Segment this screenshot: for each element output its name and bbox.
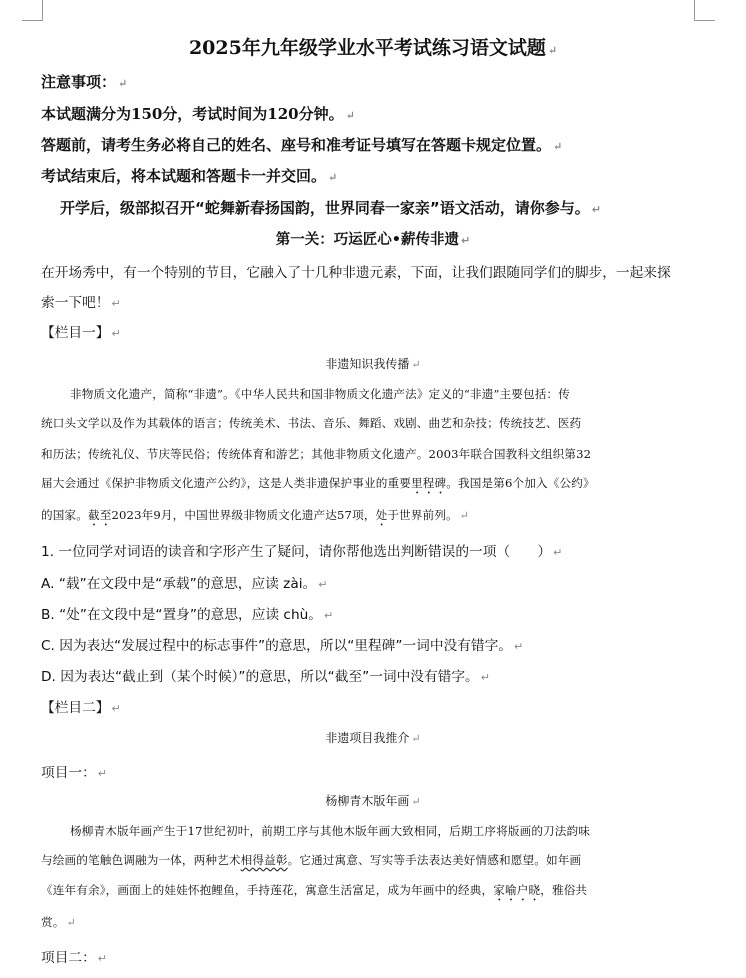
passage-1-line-3: 和历法；传统礼仪、节庆等民俗；传统体育和游艺；其他非物质文化遗产。2003年联合国教科文组织第32 bbox=[41, 447, 592, 461]
column-1-heading: 非遗知识我传播 ↵ bbox=[325, 357, 421, 371]
item-1-heading: 杨柳青木版年画 ↵ bbox=[325, 794, 421, 808]
item-2-label: 项目二： ↵ bbox=[41, 950, 107, 966]
column-1-label: 【栏目一】 ↵ bbox=[41, 325, 121, 341]
question-1-option-a: A. “载”在文段中是“承载”的意思，应读 zài。 ↵ bbox=[41, 576, 328, 592]
passage-1-line-1: 非物质文化遗产，简称“非遗”。《中华人民共和国非物质文化遗产法》定义的“非遗”主要包括：传 bbox=[70, 387, 571, 401]
section-title: 第一关：巧运匠心•薪传非遗 ↵ bbox=[275, 232, 471, 248]
notice-line-3: 考试结束后，将本试题和答题卡一并交回。 ↵ bbox=[41, 167, 338, 185]
notice-line-2: 答题前，请考生务必将自己的姓名、座号和准考证号填写在答题卡规定位置。 ↵ bbox=[41, 136, 563, 154]
passage-1-line-4: 届大会通过《保护非物质文化遗产公约》，这是人类非遗保护事业的重要里程碑。我国是第6个加入《公约》 bbox=[41, 476, 595, 490]
section-intro-line-1: 在开场秀中，有一个特别的节目，它融入了十几种非遗元素，下面，让我们跟随同学们的脚步，一起来探 bbox=[41, 265, 671, 281]
section-intro-line-2: 索一下吧！ ↵ bbox=[41, 295, 121, 311]
passage-2-line-2: 与绘画的笔触色调融为一体，两种艺术相得益彰。它通过寓意、写实等手法表达美好情感和愿望。如年画 bbox=[41, 853, 582, 867]
column-2-label: 【栏目二】 ↵ bbox=[41, 700, 121, 716]
question-1-option-b: B. “处”在文段中是“置身”的意思，应读 chù。 ↵ bbox=[41, 607, 334, 623]
term-household-name: 家喻户晓 bbox=[493, 883, 541, 897]
question-1-option-c: C. 因为表达“发展过程中的标志事件”的意思，所以“里程碑”一词中没有错字。 ↵ bbox=[41, 638, 524, 654]
notice-line-1: 本试题满分为150分，考试时间为120分钟。 ↵ bbox=[41, 105, 355, 123]
term-chu: 处 bbox=[375, 508, 388, 522]
question-1-option-d: D. 因为表达“截止到（某个时候）”的意思，所以“截至”一词中没有错字。 ↵ bbox=[41, 669, 490, 685]
term-milestone: 里程碑 bbox=[411, 476, 447, 490]
passage-2-line-3: 《连年有余》，画面上的娃娃怀抱鲤鱼，手持莲花，寓意生活富足，成为年画中的经典，家喻户晓，雅俗共 bbox=[41, 883, 588, 897]
term-up-to: 截至 bbox=[87, 508, 112, 522]
question-1: 1. 一位同学对词语的读音和字形产生了疑问，请你帮他选出判断错误的一项（ ） ↵ bbox=[41, 544, 563, 560]
page-corner-mark-left bbox=[22, 0, 43, 21]
passage-1-line-2: 统口头文学以及作为其载体的语言；传统美术、书法、音乐、舞蹈、戏剧、曲艺和杂技；传统技艺、医药 bbox=[41, 416, 582, 430]
item-1-label: 项目一： ↵ bbox=[41, 765, 107, 781]
passage-2-line-1: 杨柳青木版年画产生于17世纪初叶，前期工序与其他木版年画大致相同，后期工序将版画的刀法韵味 bbox=[70, 824, 591, 838]
activity-intro: 开学后，级部拟召开“蛇舞新春扬国韵，世界同春一家亲”语文活动，请你参与。 ↵ bbox=[60, 199, 601, 217]
passage-2-line-4: 赏。 ↵ bbox=[41, 915, 76, 929]
notice-heading: 注意事项： ↵ bbox=[41, 73, 128, 91]
page-corner-mark-right bbox=[694, 0, 715, 21]
column-2-heading: 非遗项目我推介 ↵ bbox=[325, 731, 421, 745]
document-title: 2025年九年级学业水平考试练习语文试题 ↵ bbox=[188, 37, 558, 59]
term-complement: 相得益彰 bbox=[240, 853, 288, 867]
passage-1-line-5: 的国家。截至2023年9月，中国世界级非物质文化遗产达57项，处于世界前列。 ↵ bbox=[41, 508, 470, 522]
